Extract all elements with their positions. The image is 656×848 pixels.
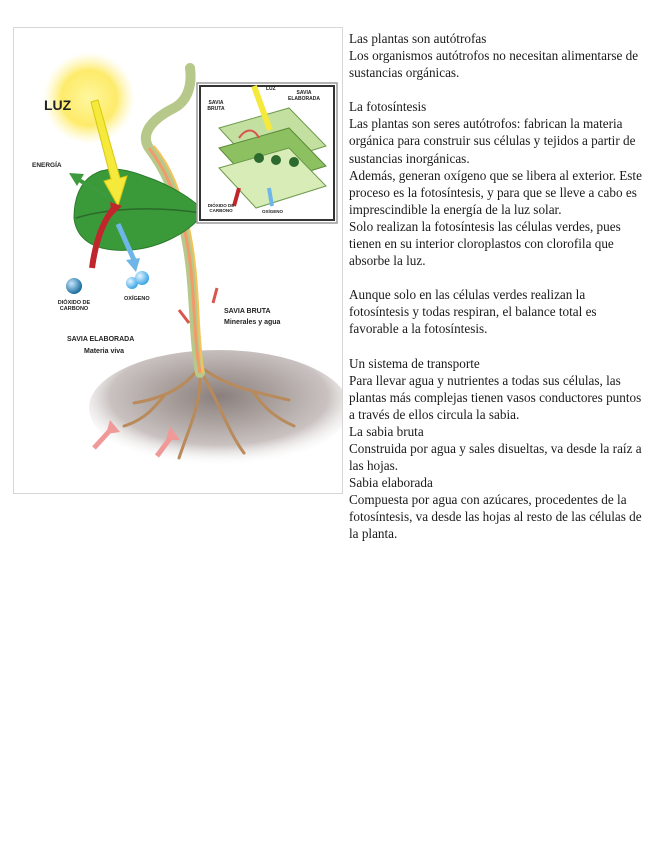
inset-cell-1 xyxy=(254,153,264,163)
luz-label: LUZ xyxy=(44,97,72,113)
minerales-label: Minerales y agua xyxy=(224,319,281,326)
paragraph-oxigeno: Además, generan oxígeno que se libera al exterior. Este proceso es la fotosíntesis, y para que se lleve a cabo es imprescindible la energía de la luz solar. xyxy=(349,167,642,217)
oxigeno-label: OXÍGENO xyxy=(124,296,150,302)
heading-autotrofas: Las plantas son autótrofas xyxy=(349,31,487,46)
dioxido-label: DIÓXIDO DE CARBONO xyxy=(57,300,91,313)
paragraph-vasos: Para llevar agua y nutrientes a todas sus células, las plantas más complejas tienen vasos conductores puntos a través de ellos circula la sabia. xyxy=(349,372,642,422)
inset-cell-2 xyxy=(271,155,281,165)
soil xyxy=(89,350,342,466)
heading-sabia-elaborada: Sabia elaborada xyxy=(349,475,433,491)
photosynthesis-figure xyxy=(13,27,343,494)
inset-savia-elaborada-label: SAVIA ELABORADA xyxy=(288,90,320,102)
paragraph-seres-autotrofos: Las plantas son seres autótrofos: fabrican la materia orgánica para construir sus células y tejidos a partir de sustancias inorgánicas. xyxy=(349,116,636,166)
text-column xyxy=(349,30,647,543)
o2-bubble-2 xyxy=(135,271,149,285)
inset-oxigeno-label: OXÍGENO xyxy=(262,209,284,214)
paragraph-celulas-verdes: Solo realizan la fotosíntesis las células verdes, pues tienen en su interior cloroplastos con clorofila que absorbe la luz. xyxy=(349,218,621,269)
paragraph-sabia-elaborada: Compuesta por agua con azúcares, procedentes de la fotosíntesis, va desde las hojas al resto de las células de la planta. xyxy=(349,492,642,542)
sap-arrow-down xyxy=(179,310,189,323)
heading-transporte: Un sistema de transporte xyxy=(349,355,480,371)
heading-sabia-bruta: La sabia bruta xyxy=(349,423,424,439)
paragraph-sabia-bruta: Construida por agua y sales disueltas, va desde la raíz a las hojas. xyxy=(349,440,642,474)
heading-fotosintesis: La fotosíntesis xyxy=(349,99,427,115)
o2-arrowhead xyxy=(126,258,140,272)
inset-luz-label: LUZ xyxy=(266,86,276,92)
savia-bruta-label: SAVIA BRUTA xyxy=(224,308,271,315)
co2-bubble xyxy=(66,278,82,294)
inset-dioxido-label: DIÓXIDO DE CARBONO xyxy=(207,203,235,213)
materia-viva-label: Materia viva xyxy=(84,348,125,355)
paragraph-autotrofos: Los organismos autótrofos no necesitan alimentarse de sustancias orgánicas. xyxy=(349,48,639,81)
savia-elaborada-label: SAVIA ELABORADA xyxy=(67,336,135,343)
inset-savia-bruta-label: SAVIA BRUTA xyxy=(207,100,225,112)
sap-arrow-up xyxy=(213,288,217,303)
energia-label: ENERGÍA xyxy=(32,162,62,169)
paragraph-balance: Aunque solo en las células verdes realizan la fotosíntesis y todas respiran, el balance total es favorable a la fotosíntesis. xyxy=(349,287,597,337)
inset-cell-3 xyxy=(289,157,299,167)
